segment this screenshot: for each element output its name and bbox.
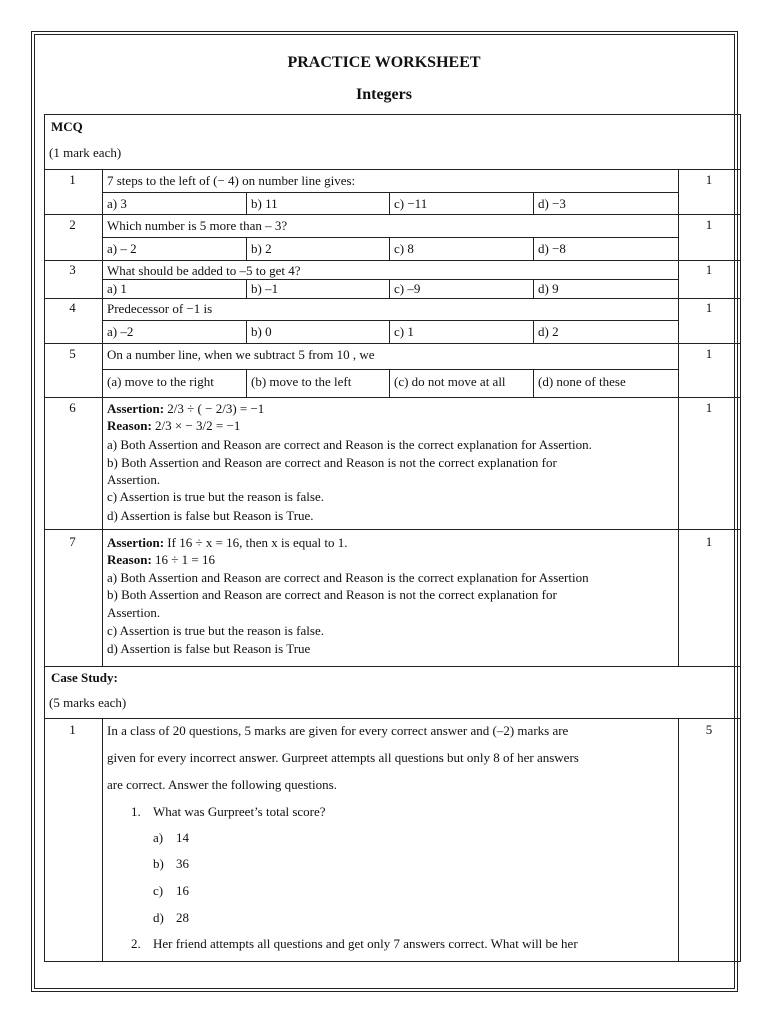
option-b: (b) move to the left bbox=[251, 374, 352, 389]
question-text: Predecessor of −1 is bbox=[107, 301, 213, 316]
reason-text: 16 ÷ 1 = 16 bbox=[151, 552, 215, 567]
option-a: a) Both Assertion and Reason are correct and Reason is the correct explanation for Assertion. bbox=[107, 437, 592, 452]
question-marks: 1 bbox=[705, 262, 713, 277]
sub-question-text: What was Gurpreet’s total score? bbox=[153, 804, 326, 819]
question-text: 7 steps to the left of (− 4) on number line gives: bbox=[107, 173, 356, 188]
sub-question-text: Her friend attempts all questions and get only 7 answers correct. What will be her bbox=[153, 936, 578, 951]
option-a: a) 1 bbox=[107, 281, 127, 296]
option-c: c) 8 bbox=[394, 241, 414, 256]
option-c: c) Assertion is true but the reason is false. bbox=[107, 489, 324, 504]
option-a: (a) move to the right bbox=[107, 374, 214, 389]
question-marks: 1 bbox=[705, 300, 713, 315]
option-d: d) −3 bbox=[538, 196, 566, 211]
question-marks: 1 bbox=[705, 217, 713, 232]
option-c: c) –9 bbox=[394, 281, 421, 296]
sub-question-number: 2. bbox=[131, 936, 141, 951]
case-paragraph-line: are correct. Answer the following questions. bbox=[107, 777, 337, 792]
option-a: a) – 2 bbox=[107, 241, 137, 256]
option-a: a) Both Assertion and Reason are correct and Reason is the correct explanation for Assertion bbox=[107, 570, 589, 585]
mcq-marks-note: (1 mark each) bbox=[49, 145, 122, 160]
question-number: 2 bbox=[69, 217, 76, 232]
mcq-heading: MCQ bbox=[51, 119, 83, 134]
case-marks: 5 bbox=[705, 722, 713, 737]
option-b-continued: Assertion. bbox=[107, 472, 161, 487]
sub-option-label: c) bbox=[153, 883, 164, 898]
option-b: b) Both Assertion and Reason are correct and Reason is not the correct explanation for bbox=[107, 587, 557, 602]
case-study-marks-note: (5 marks each) bbox=[49, 695, 127, 710]
question-number: 7 bbox=[69, 534, 76, 549]
option-c: c) 1 bbox=[394, 324, 414, 339]
case-study-heading: Case Study: bbox=[51, 670, 118, 685]
reason-label: Reason: bbox=[107, 552, 152, 567]
reason-text: 2/3 × − 3/2 = −1 bbox=[151, 418, 241, 433]
option-c: c) Assertion is true but the reason is false. bbox=[107, 623, 324, 638]
reason-label: Reason: bbox=[107, 418, 152, 433]
question-number: 6 bbox=[69, 400, 76, 415]
option-d: (d) none of these bbox=[538, 374, 626, 389]
question-text: Which number is 5 more than – 3? bbox=[107, 218, 288, 233]
option-b: b) –1 bbox=[251, 281, 279, 296]
worksheet-title: PRACTICE WORKSHEET bbox=[287, 54, 481, 71]
question-marks: 1 bbox=[705, 400, 713, 415]
option-d: d) 2 bbox=[538, 324, 559, 339]
question-text: On a number line, when we subtract 5 from 10 , we bbox=[107, 347, 375, 362]
option-c: (c) do not move at all bbox=[394, 374, 506, 389]
sub-option-value: 28 bbox=[176, 910, 189, 925]
option-c: c) −11 bbox=[394, 196, 428, 211]
sub-option-value: 16 bbox=[176, 883, 189, 898]
reason-line bbox=[107, 551, 215, 568]
worksheet-subtitle: Integers bbox=[356, 86, 412, 103]
question-number: 5 bbox=[69, 346, 76, 361]
question-marks: 1 bbox=[705, 346, 713, 361]
sub-question-number: 1. bbox=[131, 804, 141, 819]
option-d: d) 9 bbox=[538, 281, 559, 296]
case-number: 1 bbox=[69, 722, 76, 737]
option-b: b) 0 bbox=[251, 324, 272, 339]
question-marks: 1 bbox=[705, 534, 713, 549]
sub-option-label: b) bbox=[153, 856, 164, 871]
option-a: a) 3 bbox=[107, 196, 127, 211]
question-number: 3 bbox=[69, 262, 76, 277]
assertion-text: If 16 ÷ x = 16, then x is equal to 1. bbox=[164, 535, 348, 550]
question-number: 4 bbox=[69, 300, 76, 315]
sub-option-label: a) bbox=[153, 830, 164, 845]
sub-option-value: 14 bbox=[176, 830, 189, 845]
question-marks: 1 bbox=[705, 172, 713, 187]
option-b: b) 2 bbox=[251, 241, 272, 256]
reason-line bbox=[107, 417, 240, 434]
option-d: d) Assertion is false but Reason is True bbox=[107, 641, 311, 656]
assertion-text: 2/3 ÷ ( − 2/3) = −1 bbox=[164, 401, 265, 416]
option-d: d) −8 bbox=[538, 241, 566, 256]
assertion-label: Assertion: bbox=[107, 401, 165, 416]
option-a: a) –2 bbox=[107, 324, 134, 339]
option-b-continued: Assertion. bbox=[107, 605, 161, 620]
case-paragraph-line: given for every incorrect answer. Gurpreet attempts all questions but only 8 of her answers bbox=[107, 750, 579, 765]
sub-option-value: 36 bbox=[176, 856, 189, 871]
assertion-label: Assertion: bbox=[107, 535, 165, 550]
option-b: b) 11 bbox=[251, 196, 278, 211]
option-d: d) Assertion is false but Reason is True. bbox=[107, 508, 314, 523]
question-text: What should be added to –5 to get 4? bbox=[107, 263, 301, 278]
sub-option-label: d) bbox=[153, 910, 164, 925]
assertion-line bbox=[107, 534, 348, 551]
option-b: b) Both Assertion and Reason are correct and Reason is not the correct explanation for bbox=[107, 455, 557, 470]
question-number: 1 bbox=[69, 172, 76, 187]
assertion-line bbox=[107, 400, 264, 417]
case-paragraph-line: In a class of 20 questions, 5 marks are given for every correct answer and (–2) marks are bbox=[107, 723, 569, 738]
